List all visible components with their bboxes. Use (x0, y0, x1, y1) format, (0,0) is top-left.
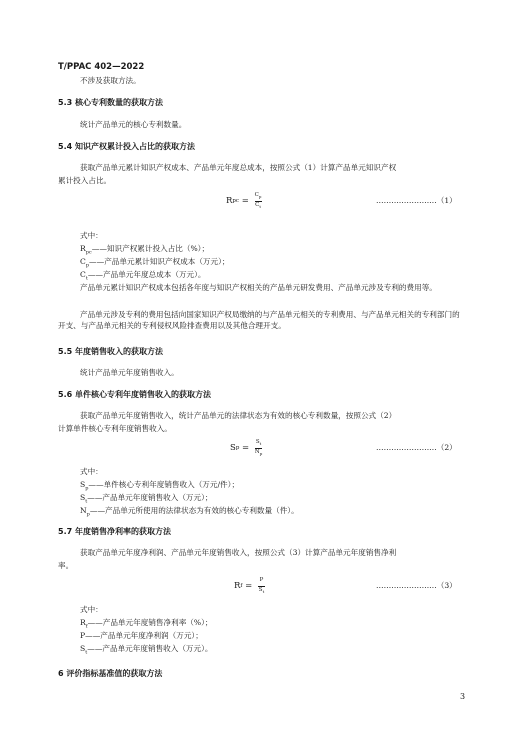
paragraph: 产品单元涉及专利的费用包括向国家知识产权局缴纳的与产品单元相关的专利费用、与产品单元相关的专利部门的开支、与产品单元相关的专利侵权风险排查费用以及其他合理开支。 (58, 310, 460, 330)
page-number: 3 (460, 692, 466, 701)
paragraph: 获取产品单元累计知识产权成本、产品单元年度总成本，按照公式（1）计算产品单元知识产权 (80, 163, 397, 172)
fraction: $\frac{P}{S_t}$ (258, 577, 265, 595)
paragraph: 获取产品单元年度净利润、产品单元年度销售收入，按照公式（3）计算产品单元年度销售净利 (80, 548, 397, 557)
section-heading-5-7: 5.7 年度销售净利率的获取方法 (58, 527, 171, 536)
definition-item: $C_p——$产品单元累计知识产权成本（万元）； (80, 257, 230, 269)
definition-item: $S_t——$产品单元年度销售收入（万元）。 (80, 644, 213, 656)
definition-item: $S_p——$单件核心专利年度销售收入（万元/件）； (80, 480, 240, 492)
formula-2: S p = $\frac{S_t}{N_p}$ (230, 439, 263, 457)
section-heading-5-5: 5.5 年度销售收入的获取方法 (58, 347, 163, 356)
equation-number-1: ……………………（1） (376, 196, 457, 205)
paragraph: 产品单元累计知识产权成本包括各年度与知识产权相关的产品单元研发费用、产品单元涉及专利的费用等。 (80, 283, 437, 292)
section-heading-5-3: 5.3 核心专利数量的获取方法 (58, 98, 163, 107)
equation-number-3: ……………………（3） (376, 581, 457, 590)
definition-item: $R_{pc}——$知识产权累计投入占比（%）； (80, 244, 210, 256)
definition-item: $N_p——$产品单元所使用的法律状态为有效的核心专利数量（件）。 (80, 506, 299, 518)
fraction: $\frac{S_t}{N_p}$ (254, 439, 263, 457)
formula-3: R f = $\frac{P}{S_t}$ (234, 577, 265, 595)
document-id: T/PPAC 402—2022 (58, 62, 145, 72)
paragraph: 累计投入占比。 (58, 176, 112, 185)
definition-item: $S_t——$产品单元年度销售收入（万元）； (80, 493, 213, 505)
paragraph: 计算单件核心专利年度销售收入。 (58, 424, 172, 433)
section-heading-5-4: 5.4 知识产权累计投入占比的获取方法 (58, 142, 195, 151)
fraction: $\frac{C_p}{C_t}$ (254, 192, 262, 210)
paragraph: 统计产品单元年度销售收入。 (80, 368, 179, 377)
section-heading-5-6: 5.6 单件核心专利年度销售收入的获取方法 (58, 390, 211, 399)
equation-number-2: ……………………（2） (376, 443, 457, 452)
paragraph: 不涉及获取方法。 (80, 76, 141, 85)
formula-1: R pc = $\frac{C_p}{C_t}$ (226, 192, 262, 210)
paragraph: 统计产品单元的核心专利数量。 (80, 120, 187, 129)
paragraph: 式中： (80, 467, 103, 476)
definition-item: $R_f——$产品单元年度销售净利率（%）； (80, 618, 213, 630)
paragraph: 获取产品单元年度销售收入，统计产品单元的法律状态为有效的核心专利数量，按照公式（2） (80, 411, 397, 420)
paragraph: 率。 (58, 561, 74, 570)
paragraph: 式中： (80, 231, 103, 240)
paragraph: 式中： (80, 605, 103, 614)
definition-item: P——产品单元年度净利润（万元）； (80, 631, 203, 640)
section-heading-6: 6 评价指标基准值的获取方法 (58, 669, 163, 678)
definition-item: $C_t——$产品单元年度总成本（万元）。 (80, 270, 206, 282)
